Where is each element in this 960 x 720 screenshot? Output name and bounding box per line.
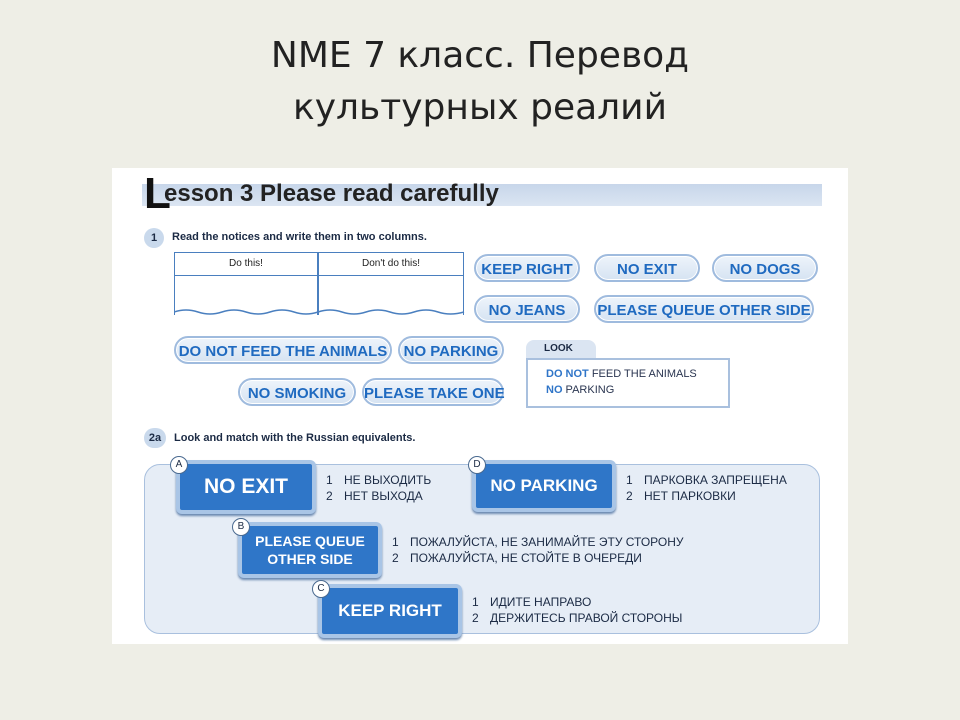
letter-a-marker: A — [170, 456, 188, 474]
option-b-2-text: ПОЖАЛУЙСТА, НЕ СТОЙТЕ В ОЧЕРЕДИ — [410, 551, 642, 565]
notice-no-parking: NO PARKING — [398, 336, 504, 364]
table-torn-edge — [174, 308, 466, 318]
sign-b-line-1: PLEASE QUEUE — [255, 533, 365, 549]
letter-d-marker: D — [468, 456, 486, 474]
column-divider — [317, 253, 319, 315]
option-a-1: 1 НЕ ВЫХОДИТЬ — [326, 473, 432, 487]
slide-title-line-1: NME 7 класс. Перевод — [270, 35, 690, 76]
column-header-do-this: Do this! — [175, 253, 317, 276]
option-c-1-text: ИДИТЕ НАПРАВО — [490, 595, 592, 609]
slide-title-line-2: культурных реалий — [293, 87, 667, 128]
notice-keep-right: KEEP RIGHT — [474, 254, 580, 282]
options-c — [472, 594, 682, 626]
option-b-1-text: ПОЖАЛУЙСТА, НЕ ЗАНИМАЙТЕ ЭТУ СТОРОНУ — [410, 535, 684, 549]
option-b-1: 1 ПОЖАЛУЙСТА, НЕ ЗАНИМАЙТЕ ЭТУ СТОРОНУ — [392, 535, 684, 549]
sign-b-line-2: OTHER SIDE — [267, 551, 353, 567]
textbook-page — [112, 168, 848, 644]
notice-no-smoking: NO SMOKING — [238, 378, 356, 406]
exercise-2a-number: 2a — [144, 428, 166, 448]
sign-no-parking: NO PARKING — [472, 460, 616, 512]
options-a — [326, 472, 431, 504]
look-box — [526, 358, 730, 408]
option-d-1-text: ПАРКОВКА ЗАПРЕЩЕНА — [644, 473, 787, 487]
lesson-initial-letter: L — [144, 169, 171, 218]
column-header-dont-do-this: Don't do this! — [319, 253, 463, 276]
notice-please-queue-other-side: PLEASE QUEUE OTHER SIDE — [594, 295, 814, 323]
option-b-2: 2 ПОЖАЛУЙСТА, НЕ СТОЙТЕ В ОЧЕРЕДИ — [392, 551, 642, 565]
option-c-1: 1 ИДИТЕ НАПРАВО — [472, 595, 592, 609]
exercise-1-number: 1 — [144, 228, 164, 248]
option-d-2-text: НЕТ ПАРКОВКИ — [644, 489, 736, 503]
option-d-1: 1 ПАРКОВКА ЗАПРЕЩЕНА — [626, 473, 787, 487]
option-d-2: 2 НЕТ ПАРКОВКИ — [626, 489, 736, 503]
sorting-table — [174, 252, 464, 315]
lesson-heading: esson 3 Please read carefully — [164, 180, 499, 207]
option-a-2-text: НЕТ ВЫХОДА — [344, 489, 423, 503]
option-c-2: 2 ДЕРЖИТЕСЬ ПРАВОЙ СТОРОНЫ — [472, 611, 683, 625]
sign-keep-right: KEEP RIGHT — [318, 584, 462, 638]
notice-do-not-feed-the-animals: DO NOT FEED THE ANIMALS — [174, 336, 392, 364]
sign-no-exit: NO EXIT — [176, 460, 316, 514]
slide-title — [0, 30, 960, 134]
exercise-2a-instruction: Look and match with the Russian equivalents. — [174, 432, 416, 444]
option-c-2-text: ДЕРЖИТЕСЬ ПРАВОЙ СТОРОНЫ — [490, 611, 683, 625]
exercise-1-instruction: Read the notices and write them in two columns. — [172, 231, 427, 243]
options-d — [626, 472, 787, 504]
option-a-1-text: НЕ ВЫХОДИТЬ — [344, 473, 432, 487]
options-b — [392, 534, 684, 566]
look-line-2-highlight: NO — [546, 384, 563, 396]
notice-no-dogs: NO DOGS — [712, 254, 818, 282]
look-line-1-rest: FEED THE ANIMALS — [588, 368, 697, 380]
look-line-1-highlight: DO NOT — [546, 368, 589, 380]
look-tab: LOOK — [526, 340, 596, 358]
look-line-2-rest: PARKING — [562, 384, 615, 396]
letter-b-marker: B — [232, 518, 250, 536]
option-a-2: 2 НЕТ ВЫХОДА — [326, 489, 423, 503]
notice-no-exit: NO EXIT — [594, 254, 700, 282]
notice-no-jeans: NO JEANS — [474, 295, 580, 323]
look-line-2 — [546, 382, 728, 398]
notice-please-take-one: PLEASE TAKE ONE — [362, 378, 504, 406]
look-line-1 — [546, 366, 728, 382]
letter-c-marker: C — [312, 580, 330, 598]
sign-please-queue-other-side — [238, 522, 382, 578]
